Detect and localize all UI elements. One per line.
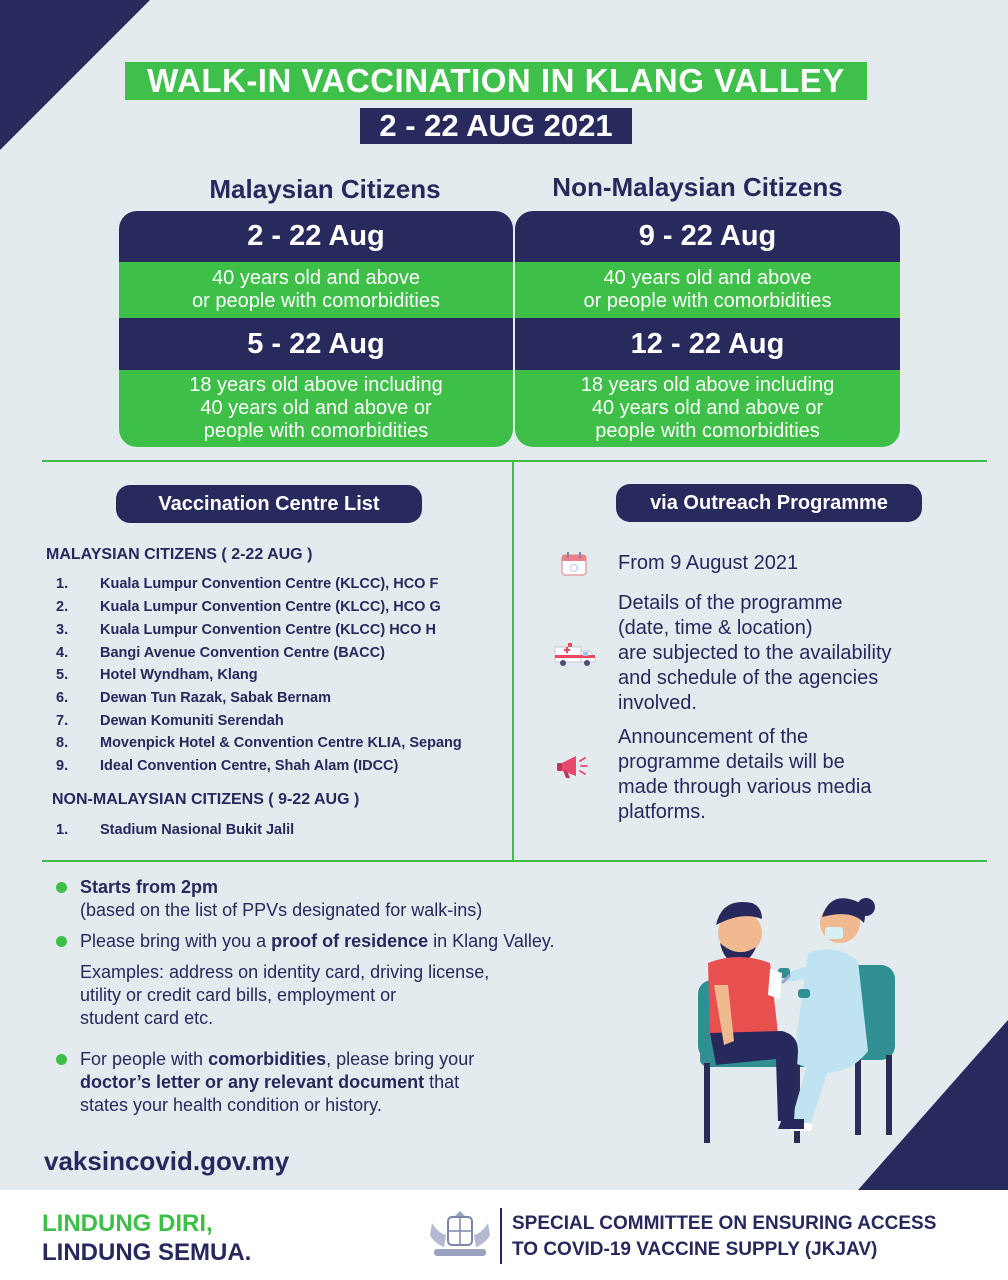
block-criteria <box>119 262 513 318</box>
criteria-line: people with comorbidities <box>203 420 429 442</box>
outreach-announcement <box>618 725 871 825</box>
outreach-details-line: are subjected to the availability <box>618 642 892 664</box>
outreach-announcement-line: Announcement of the <box>618 726 809 748</box>
outreach-announcement-line: made through various media <box>618 776 872 798</box>
list-item-name: Hotel Wyndham, Klang <box>100 667 258 683</box>
list-item-number: 5. <box>56 667 69 683</box>
list-item-number: 2. <box>56 599 69 615</box>
ambulance-icon <box>552 641 598 667</box>
footer-divider <box>500 1208 502 1264</box>
note-start-time-bold: Starts from 2pm <box>80 877 219 897</box>
note-examples <box>80 961 489 1030</box>
outreach-start-date: From 9 August 2021 <box>618 552 799 574</box>
note-comorbidities <box>80 1048 474 1117</box>
list-item-number: 7. <box>56 713 69 729</box>
note-text: For people with <box>80 1049 209 1069</box>
note-text: that <box>424 1072 460 1092</box>
list-item-name: Dewan Tun Razak, Sabak Bernam <box>100 690 332 706</box>
outreach-announcement-line: programme details will be <box>618 751 845 773</box>
card-malaysian-citizens <box>119 211 513 447</box>
list-item-name: Movenpick Hotel & Convention Centre KLIA, Sepang <box>100 735 462 751</box>
list-item-number: 9. <box>56 758 69 774</box>
list-item-name: Ideal Convention Centre, Shah Alam (IDCC) <box>100 758 399 774</box>
list-item-name: Dewan Komuniti Serendah <box>100 713 284 729</box>
note-start-time-sub: (based on the list of PPVs designated for walk-ins) <box>80 900 483 920</box>
list-item-number: 8. <box>56 735 69 751</box>
bullet-dot <box>56 882 67 893</box>
heading-non-malaysian-citizens: Non-Malaysian Citizens <box>552 172 843 202</box>
criteria-line: or people with comorbidities <box>583 290 832 312</box>
outreach-details-line: Details of the programme <box>618 592 843 614</box>
megaphone-icon <box>556 752 588 782</box>
note-text: states your health condition or history. <box>80 1095 382 1115</box>
criteria-line: people with comorbidities <box>595 420 820 442</box>
heading-malaysian-citizens: Malaysian Citizens <box>209 174 441 204</box>
list-item-name: Stadium Nasional Bukit Jalil <box>100 822 295 838</box>
footer-slogan <box>42 1209 251 1267</box>
block-date: 9 - 22 Aug <box>515 211 900 262</box>
list-item-number: 6. <box>56 690 69 706</box>
outreach-details-line: and schedule of the agencies <box>618 667 879 689</box>
outreach-programme-pill: via Outreach Programme <box>616 484 922 522</box>
divider-top <box>42 460 987 462</box>
criteria-line: 40 years old and above or <box>591 397 824 419</box>
block-date: 2 - 22 Aug <box>119 211 513 262</box>
criteria-line: or people with comorbidities <box>192 290 440 312</box>
criteria-line: 40 years old and above or <box>200 397 432 419</box>
outreach-announcement-line: platforms. <box>618 801 706 823</box>
note-bold-text: comorbidities <box>208 1049 327 1069</box>
date-range-banner: 2 - 22 AUG 2021 <box>360 108 632 144</box>
list-item-name: Kuala Lumpur Convention Centre (KLCC), HCO F <box>100 576 439 592</box>
non-malaysian-list-heading: NON-MALAYSIAN CITIZENS ( 9-22 AUG ) <box>52 791 360 808</box>
note-examples-line: student card etc. <box>80 1008 214 1028</box>
footer-committee-line2: TO COVID-19 VACCINE SUPPLY (JKJAV) <box>512 1239 878 1260</box>
outreach-details <box>618 591 892 716</box>
website-link[interactable]: vaksincovid.gov.my <box>44 1146 290 1176</box>
note-proof-of-residence <box>80 930 555 953</box>
note-text: in Klang Valley. <box>428 931 555 951</box>
footer-committee-line1: SPECIAL COMMITTEE ON ENSURING ACCESS <box>512 1213 937 1234</box>
outreach-details-line: (date, time & location) <box>618 617 813 639</box>
divider-vertical <box>512 460 514 860</box>
criteria-line: 18 years old above including <box>580 374 835 396</box>
list-item-number: 3. <box>56 622 69 638</box>
block-date: 12 - 22 Aug <box>515 318 900 370</box>
footer-committee <box>512 1211 936 1263</box>
block-date: 5 - 22 Aug <box>119 318 513 370</box>
note-text: , please bring your <box>326 1049 475 1069</box>
note-start-time <box>80 876 482 922</box>
block-criteria <box>119 370 513 447</box>
criteria-line: 18 years old above including <box>189 374 443 396</box>
vaccination-illustration <box>690 885 910 1165</box>
government-crest-icon <box>422 1205 498 1263</box>
bullet-dot <box>56 1054 67 1065</box>
note-text: Please bring with you a <box>80 931 272 951</box>
list-item-number: 1. <box>56 822 69 838</box>
note-bold-text: doctor’s letter or any relevant document <box>80 1072 425 1092</box>
bullet-dot <box>56 936 67 947</box>
vaccination-centre-list-pill: Vaccination Centre List <box>116 485 422 523</box>
footer-slogan-line1: LINDUNG DIRI, <box>42 1210 213 1237</box>
footer-slogan-line2: LINDUNG SEMUA. <box>42 1239 252 1266</box>
block-criteria <box>515 262 900 318</box>
list-item-name: Kuala Lumpur Convention Centre (KLCC) HCO H <box>100 622 436 638</box>
calendar-icon <box>560 551 588 577</box>
list-item-name: Bangi Avenue Convention Centre (BACC) <box>100 645 385 661</box>
page-title: WALK-IN VACCINATION IN KLANG VALLEY <box>125 62 867 100</box>
criteria-line: 40 years old and above <box>212 267 420 289</box>
criteria-line: 40 years old and above <box>603 267 812 289</box>
divider-bottom <box>42 860 987 862</box>
card-non-malaysian-citizens <box>515 211 900 447</box>
malaysian-list-heading: MALAYSIAN CITIZENS ( 2-22 AUG ) <box>46 546 313 563</box>
note-examples-line: Examples: address on identity card, driving license, <box>80 962 490 982</box>
outreach-details-line: involved. <box>618 692 697 714</box>
block-criteria <box>515 370 900 447</box>
note-examples-line: utility or credit card bills, employment or <box>80 985 397 1005</box>
note-bold-text: proof of residence <box>271 931 429 951</box>
list-item-name: Kuala Lumpur Convention Centre (KLCC), HCO G <box>100 599 441 615</box>
list-item-number: 1. <box>56 576 69 592</box>
list-item-number: 4. <box>56 645 69 661</box>
